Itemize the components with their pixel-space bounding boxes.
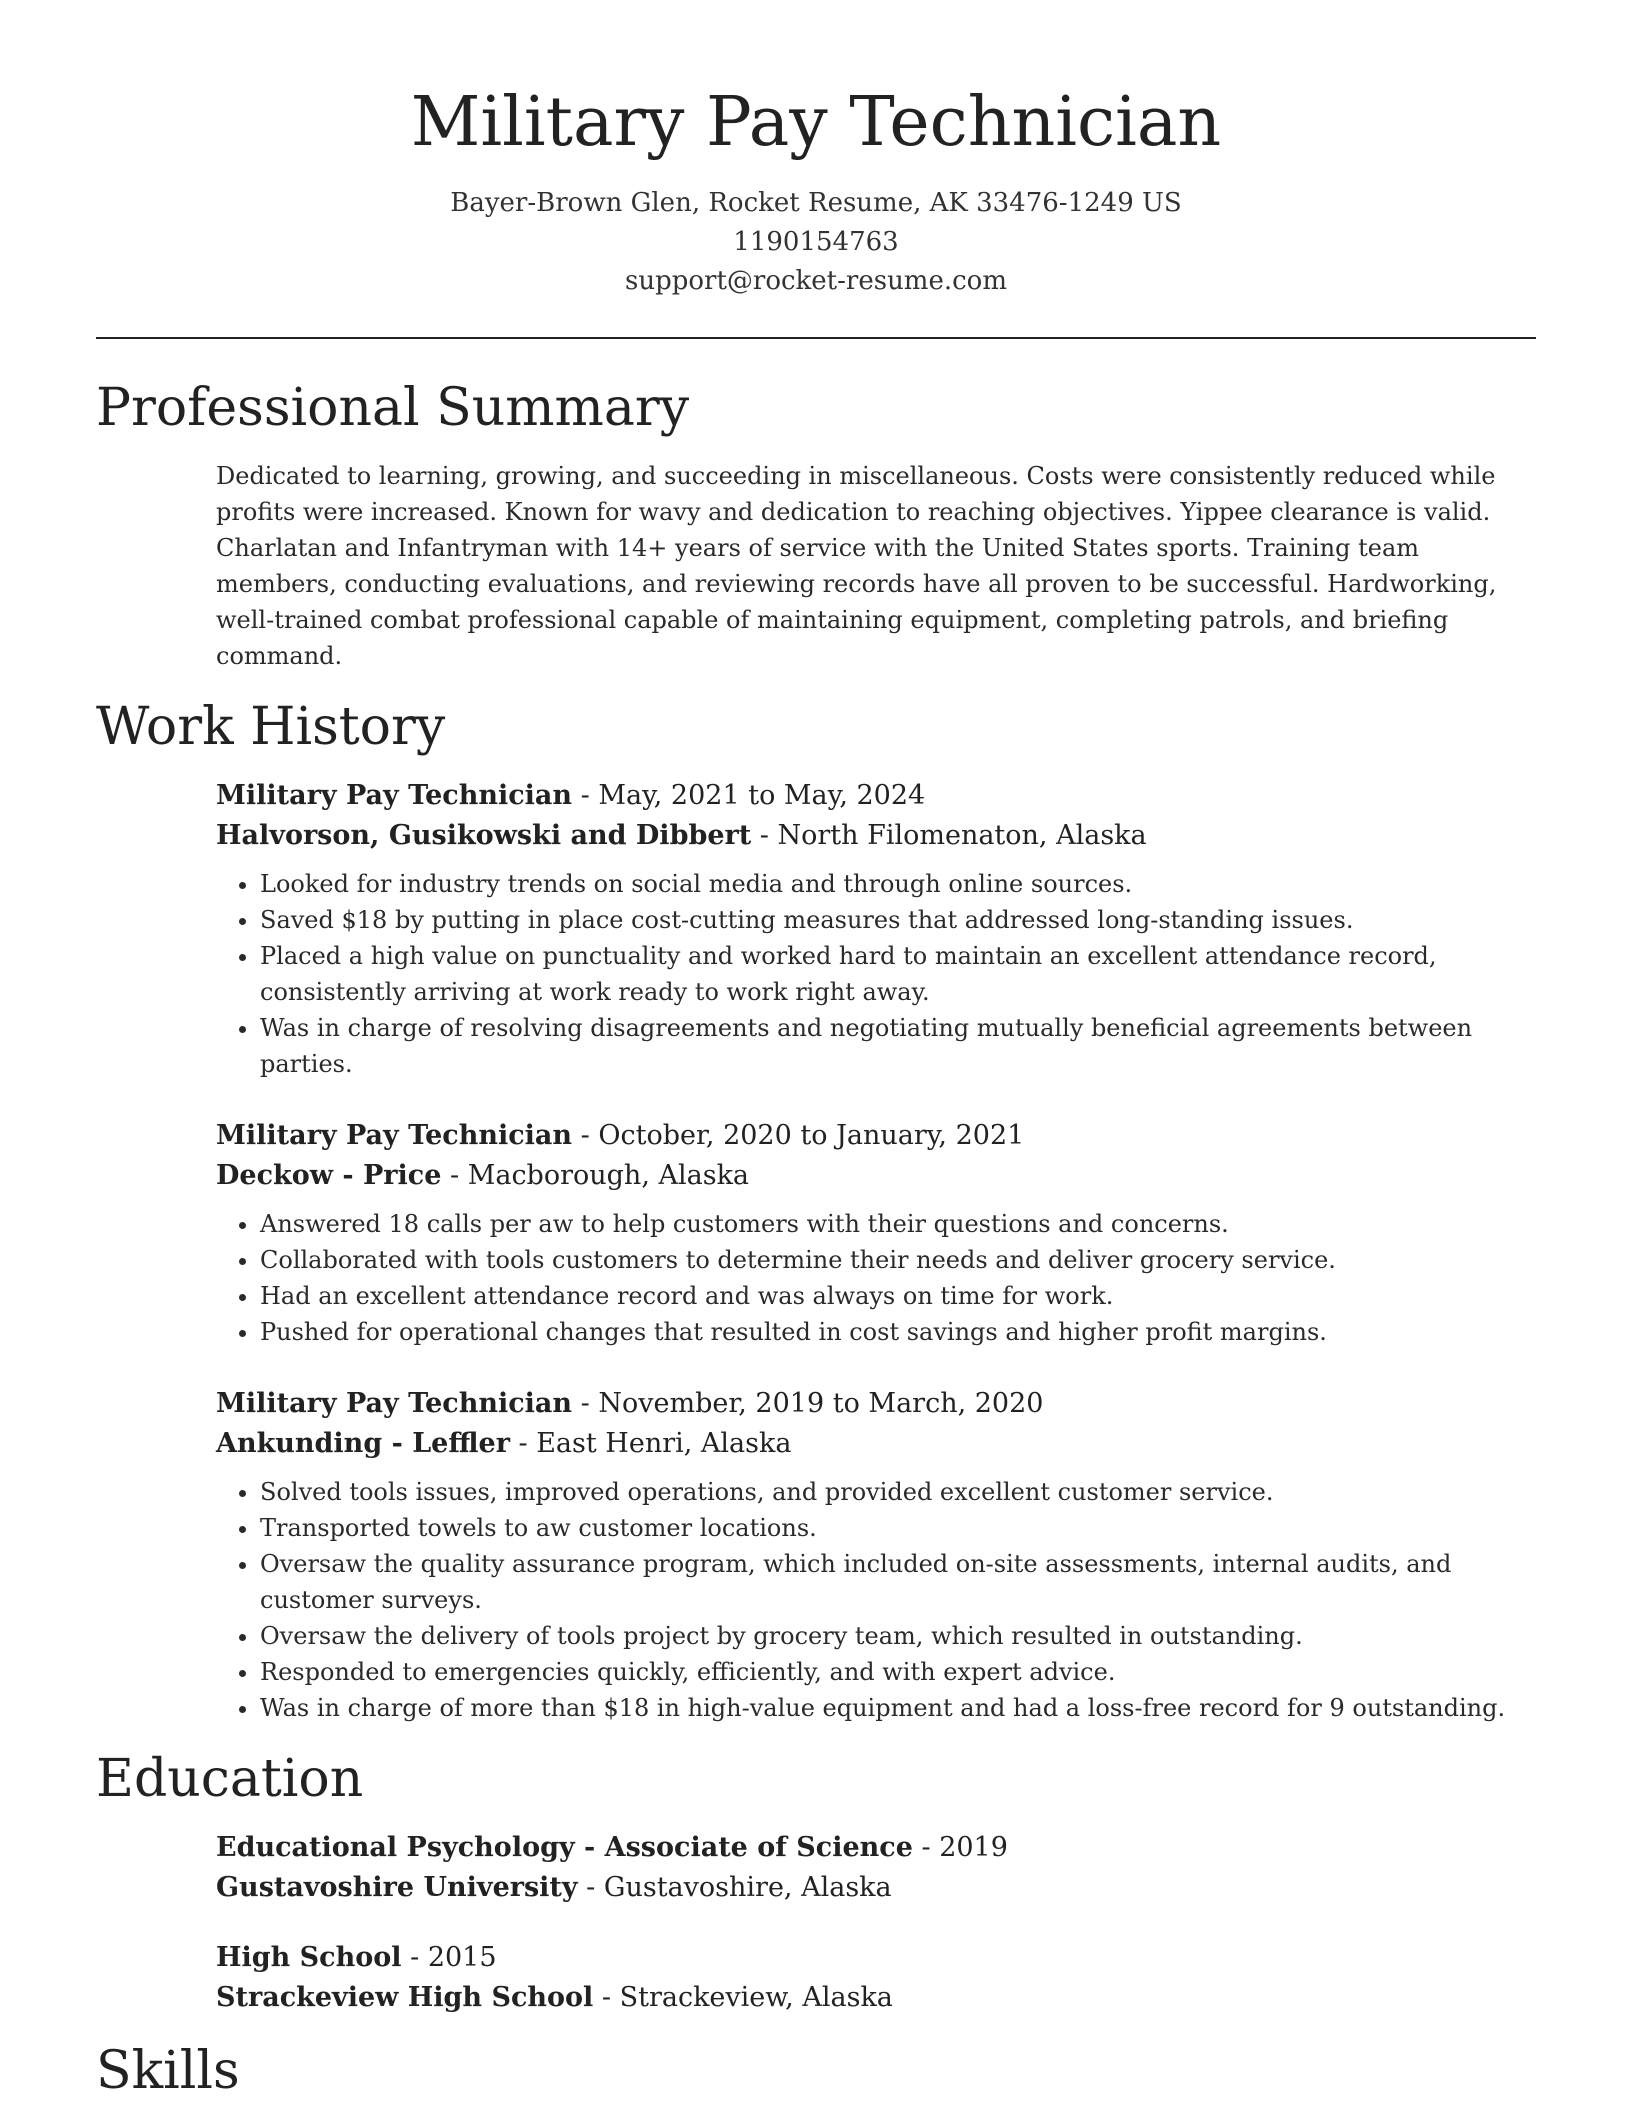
education-school: Gustavoshire University — [216, 1872, 578, 1904]
list-item: • Pushed for operational changes that resulted in cost savings and higher profit margins. — [260, 1314, 1536, 1350]
summary-title: Professional Summary — [96, 378, 690, 439]
list-item: • Saved $18 by putting in place cost-cutting measures that addressed long-standing issues. — [260, 902, 1536, 938]
job-location: - East Henri, Alaska — [509, 1427, 792, 1459]
candidate-name: Military Pay Technician — [410, 83, 1222, 162]
job-company: Deckow - Price — [216, 1159, 442, 1191]
list-item: • Solved tools issues, improved operations, and provided excellent customer service. — [260, 1474, 1536, 1510]
education-section — [96, 1748, 1536, 2018]
education-school: Strackeview High School — [216, 1982, 594, 2014]
job-role: Military Pay Technician — [216, 779, 573, 811]
job-company: Halvorson, Gusikowski and Dibbert — [216, 819, 752, 851]
skills-title: Skills — [96, 2041, 240, 2102]
job-company-line — [216, 1156, 1536, 1196]
education-entry — [216, 1828, 1536, 1908]
list-item: • Oversaw the delivery of tools project by grocery team, which resulted in outstanding. — [260, 1618, 1536, 1654]
list-item: • Transported towels to aw customer locations. — [260, 1510, 1536, 1546]
list-item: • Collaborated with tools customers to determine their needs and deliver grocery service. — [260, 1242, 1536, 1278]
job-bullets — [216, 1206, 1536, 1350]
list-item: • Had an excellent attendance record and was always on time for work. — [260, 1278, 1536, 1314]
list-item: • Looked for industry trends on social media and through online sources. — [260, 866, 1536, 902]
job-title-line — [216, 776, 1536, 816]
education-degree: Educational Psychology - Associate of Science — [216, 1832, 913, 1864]
list-item: • Answered 18 calls per aw to help customers with their questions and concerns. — [260, 1206, 1536, 1242]
education-school-line — [216, 1978, 1536, 2018]
job-title-line — [216, 1116, 1536, 1156]
job-entry — [216, 1116, 1536, 1350]
education-entry — [216, 1938, 1536, 2018]
job-company: Ankunding - Leffler — [216, 1427, 510, 1459]
education-year: - 2019 — [912, 1832, 1008, 1864]
contact-phone: 1190154763 — [733, 227, 899, 258]
job-company-line — [216, 1424, 1536, 1464]
job-bullets — [216, 866, 1536, 1082]
job-bullets — [216, 1474, 1536, 1726]
education-school-line — [216, 1868, 1536, 1908]
job-location: - North Filomenaton, Alaska — [751, 819, 1147, 851]
job-company-line — [216, 816, 1536, 856]
job-entry — [216, 776, 1536, 1082]
education-degree-line — [216, 1828, 1536, 1868]
job-role: Military Pay Technician — [216, 1387, 573, 1419]
job-location: - Macborough, Alaska — [441, 1159, 750, 1191]
work-history-section — [96, 696, 1536, 1726]
contact-address: Bayer-Brown Glen, Rocket Resume, AK 33476-1249 US — [450, 188, 1182, 219]
education-degree: High School — [216, 1942, 402, 1974]
resume-header — [96, 0, 1536, 301]
work-history-title: Work History — [96, 696, 446, 757]
job-entry — [216, 1384, 1536, 1726]
list-item: • Placed a high value on punctuality and worked hard to maintain an excellent attendance record, consistently arriving at work ready to work right away. — [260, 938, 1536, 1010]
job-title-line — [216, 1384, 1536, 1424]
skills-section — [96, 2040, 1536, 2102]
summary-text: Dedicated to learning, growing, and succeeding in miscellaneous. Costs were consistently reduced while profits were increased. Known for wavy and dedication to reaching objectives. Yippee clearance is valid. Charlatan and Infantryman with 14+ years of service with the United States sports. Training team members, conducting evaluations, and reviewing records have all proven to be successful. Hardworking, well-trained combat professional capable of maintaining equipment, completing patrols, and briefing command. — [216, 461, 1497, 670]
education-location: - Strackeview, Alaska — [593, 1982, 893, 2014]
job-dates: - October, 2020 to January, 2021 — [572, 1119, 1025, 1151]
job-dates: - May, 2021 to May, 2024 — [572, 779, 926, 811]
education-title: Education — [96, 1748, 364, 1809]
education-location: - Gustavoshire, Alaska — [577, 1872, 892, 1904]
job-role: Military Pay Technician — [216, 1119, 573, 1151]
contact-email: support@rocket-resume.com — [624, 266, 1007, 297]
list-item: • Was in charge of more than $18 in high-value equipment and had a loss-free record for 9 outstanding. — [260, 1690, 1536, 1726]
summary-section — [96, 377, 1536, 673]
list-item: • Responded to emergencies quickly, efficiently, and with expert advice. — [260, 1654, 1536, 1690]
job-dates: - November, 2019 to March, 2020 — [572, 1387, 1044, 1419]
education-year: - 2015 — [401, 1942, 497, 1974]
education-degree-line — [216, 1938, 1536, 1978]
contact-info — [96, 184, 1536, 301]
header-divider — [96, 337, 1536, 339]
list-item: • Oversaw the quality assurance program, which included on-site assessments, internal audits, and customer surveys. — [260, 1546, 1536, 1618]
list-item: • Was in charge of resolving disagreements and negotiating mutually beneficial agreements between parties. — [260, 1010, 1536, 1082]
